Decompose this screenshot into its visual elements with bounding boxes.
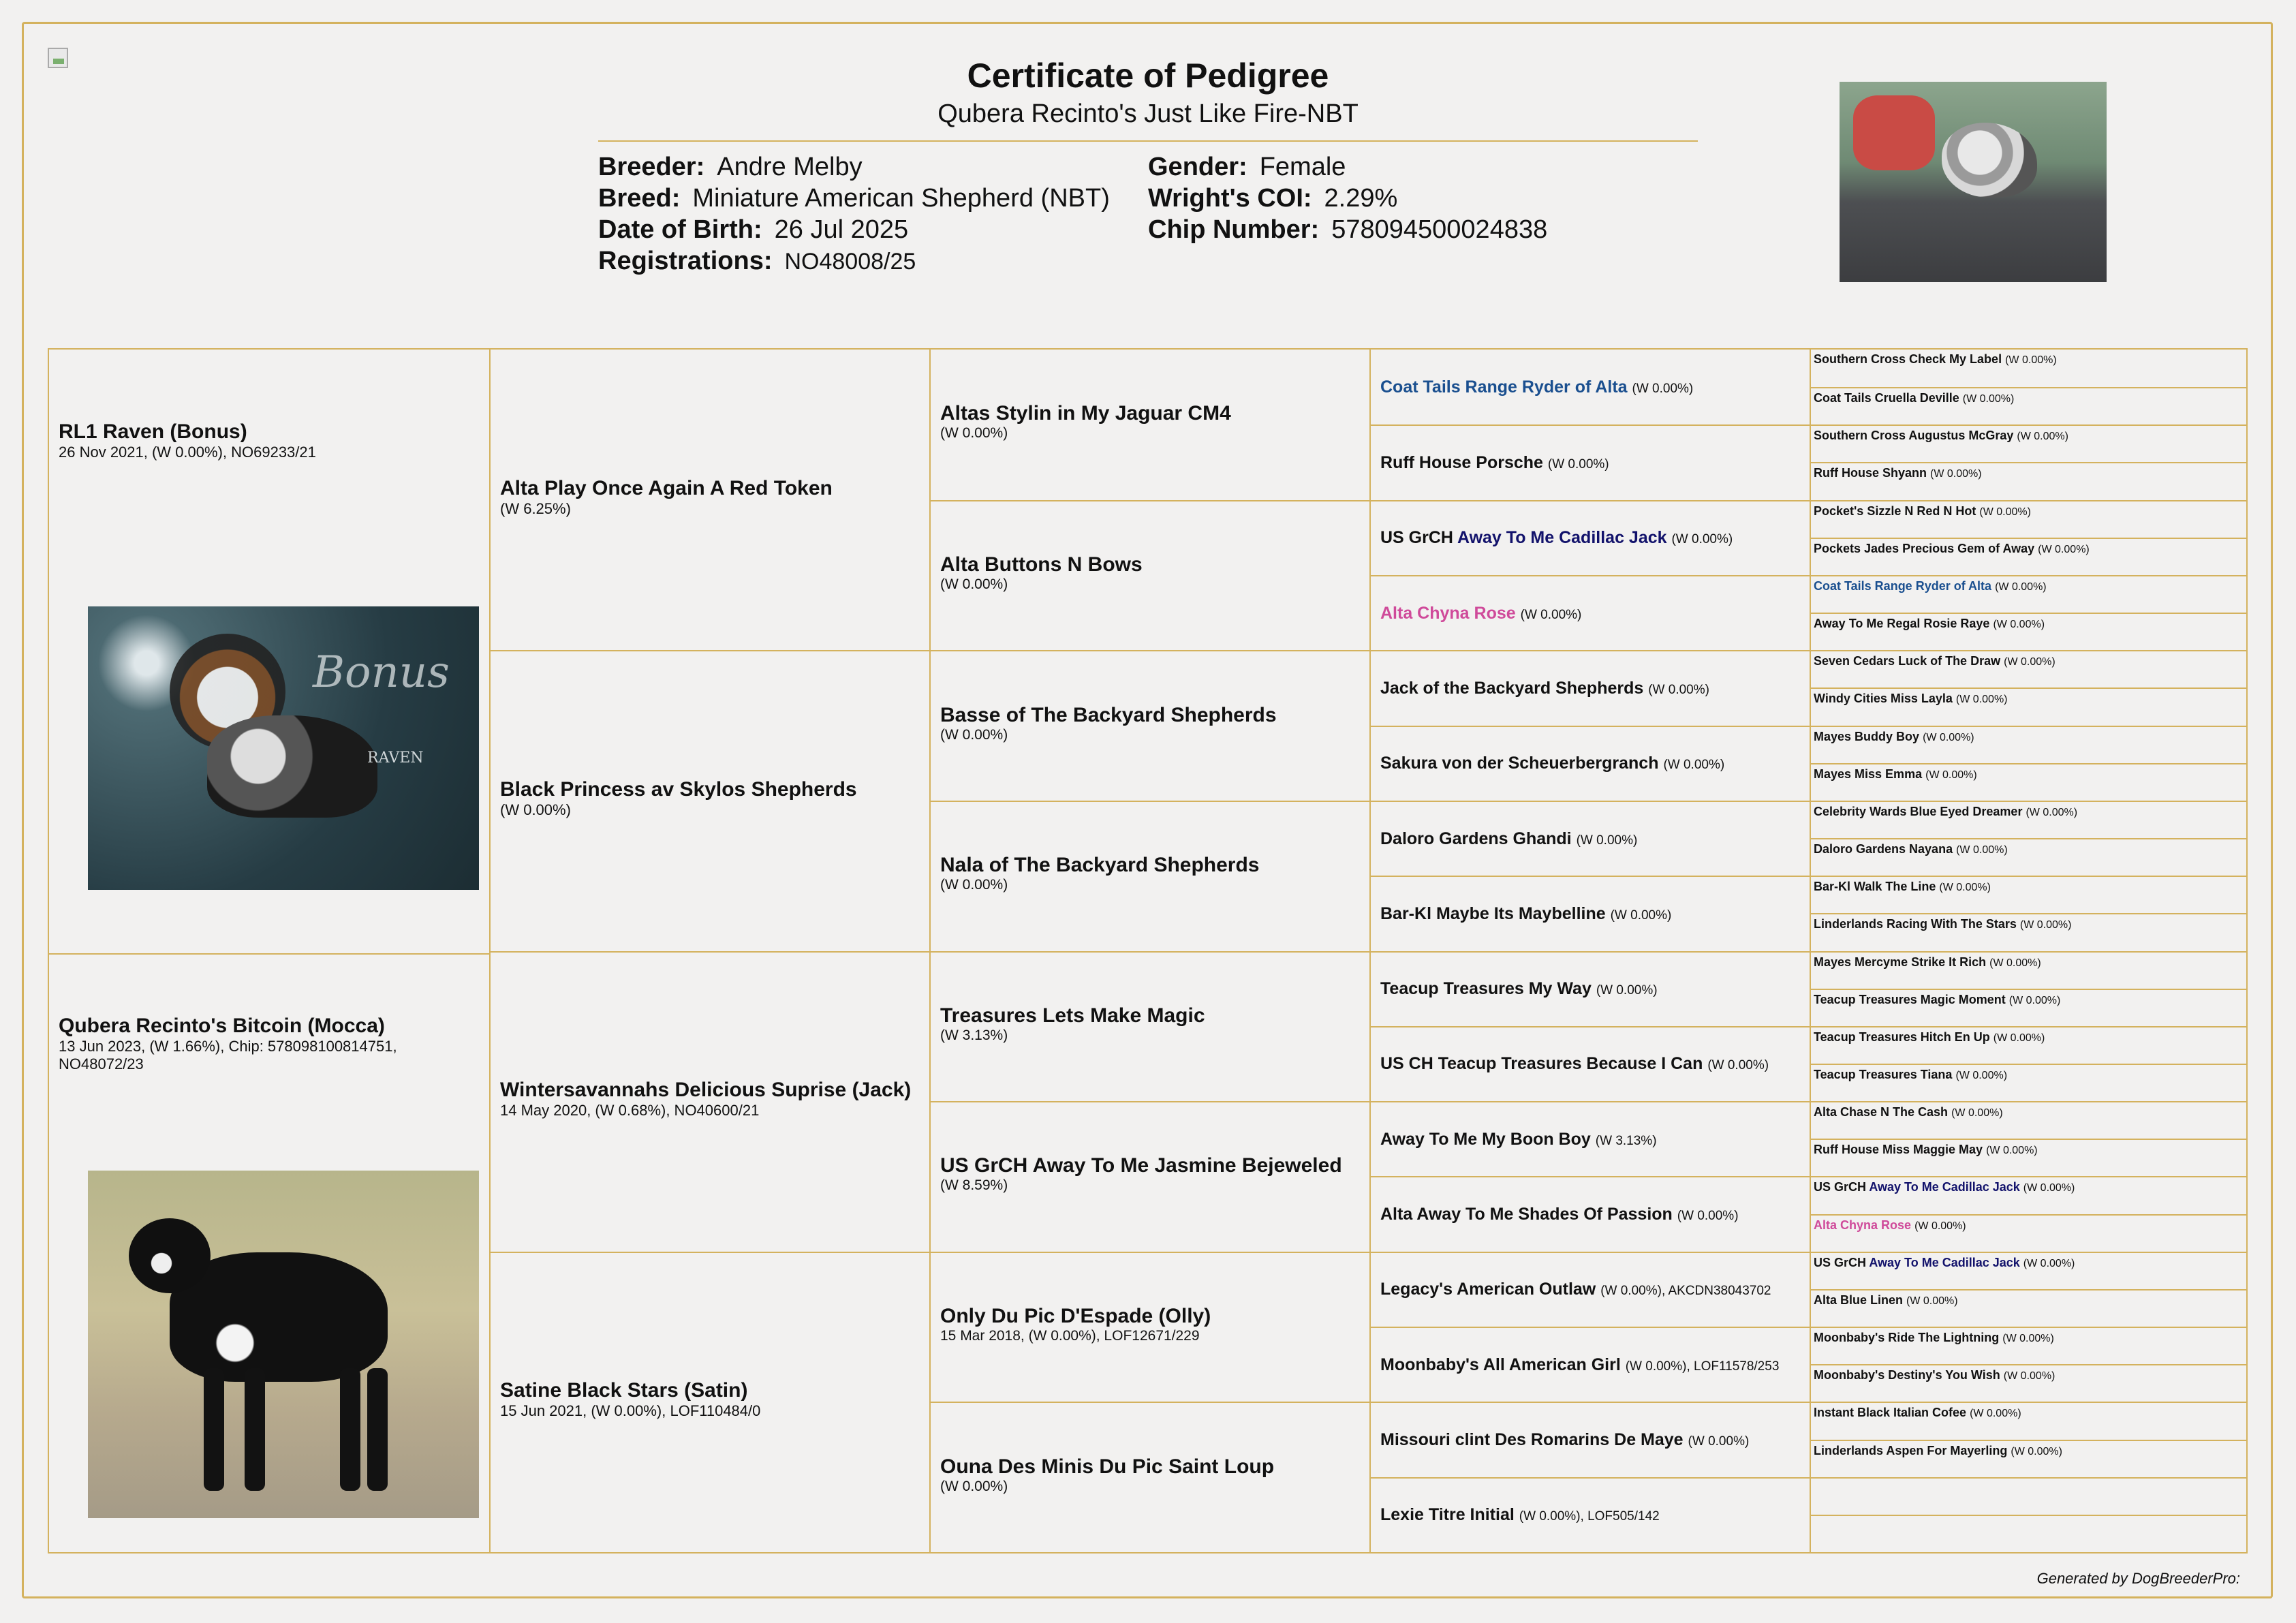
gen4-entry (1380, 1205, 1810, 1224)
gen5-entry (1814, 391, 2246, 405)
gen5-entry (1814, 1368, 2246, 1382)
gen5-cell (1811, 387, 2246, 424)
gen2-cell (491, 350, 929, 650)
dob-row: Date of Birth: 26 Jul 2025 (598, 215, 909, 244)
gen3-cell (931, 801, 1369, 951)
gen5-details: (W 0.00%) (1925, 769, 1977, 781)
gen5-cell (1811, 1026, 2246, 1064)
gen4-details: (W 3.13%) (1595, 1133, 1657, 1148)
gen4-name: Teacup Treasures Because I Can (1438, 1054, 1703, 1074)
gen5-details: (W 0.00%) (2026, 806, 2078, 818)
gen2-entry (500, 778, 929, 801)
gen2-entry (500, 1079, 929, 1102)
gen4-entry (1380, 1505, 1810, 1525)
gen4-name: Coat Tails Range Ryder of Alta (1380, 377, 1628, 397)
gen5-entry (1814, 542, 2246, 556)
gen4-cell (1371, 350, 1810, 424)
gen5-details: (W 0.00%) (1993, 1032, 2045, 1044)
gen5-cell (1811, 424, 2246, 462)
gen5-details: (W 0.00%) (2023, 1182, 2075, 1194)
gen4-name: Legacy's American Outlaw (1380, 1280, 1596, 1299)
generation-1-column (49, 350, 489, 1552)
gen5-cell (1811, 763, 2246, 801)
generation-2-column (489, 350, 929, 1552)
gen3-details: (W 3.13%) (940, 1027, 1008, 1043)
gen5-name: Away To Me Cadillac Jack (1869, 1255, 2020, 1269)
gen5-entry (1814, 1143, 2246, 1157)
gen4-entry (1380, 904, 1810, 924)
gen5-entry (1814, 429, 2246, 443)
gen5-cell (1811, 838, 2246, 876)
gen4-name: Jack of the Backyard Shepherds (1380, 678, 1644, 698)
gen5-details: (W 0.00%) (1939, 882, 1991, 894)
gen4-entry (1380, 1355, 1810, 1375)
gen4-title: US CH (1380, 1054, 1438, 1074)
gen5-cell (1811, 462, 2246, 499)
gen3-name: Basse of The Backyard Shepherds (940, 703, 1277, 726)
gen4-cell (1371, 575, 1810, 650)
gen4-name: Away To Me Cadillac Jack (1457, 528, 1667, 548)
gen4-entry (1380, 528, 1810, 548)
gen4-cell (1371, 726, 1810, 801)
gen5-details: (W 0.00%) (2005, 354, 2057, 366)
gen5-details: (W 0.00%) (2038, 543, 2090, 555)
gen5-cell (1811, 350, 2246, 387)
gen5-name: Celebrity Wards Blue Eyed Dreamer (1814, 804, 2023, 818)
gen2-entry (500, 477, 929, 500)
gen5-cell (1811, 538, 2246, 575)
gen5-details: (W 0.00%) (2004, 656, 2055, 668)
gen5-details: (W 0.00%) (1970, 1408, 2021, 1420)
gen4-cell (1371, 424, 1810, 499)
gen5-name: Linderlands Aspen For Mayerling (1814, 1443, 2008, 1457)
gen5-name: Daloro Gardens Nayana (1814, 842, 1953, 856)
gen4-cell (1371, 1026, 1810, 1101)
gen5-cell (1811, 1364, 2246, 1402)
gen4-cell (1371, 1327, 1810, 1402)
gen5-name: Alta Chase N The Cash (1814, 1105, 1949, 1119)
gen4-name: Teacup Treasures My Way (1380, 979, 1592, 999)
gen5-entry (1814, 1444, 2246, 1458)
gen5-name: Pockets Jades Precious Gem of Away (1814, 541, 2035, 555)
gen5-name: Alta Blue Linen (1814, 1293, 1904, 1307)
gen3-cell (931, 500, 1369, 651)
gen4-details: (W 0.00%) (1610, 908, 1672, 923)
gen4-entry (1380, 1430, 1810, 1450)
gen3-name: Alta Buttons N Bows (940, 553, 1143, 576)
sire-cell (49, 350, 489, 953)
breed-value: Miniature American Shepherd (NBT) (692, 184, 1110, 213)
gen2-cell (491, 1252, 929, 1552)
gen5-details: (W 0.00%) (1986, 1145, 2038, 1157)
gen5-entry (1814, 993, 2246, 1007)
gen5-name: Moonbaby's Destiny's You Wish (1814, 1368, 2000, 1382)
gen4-cell (1371, 650, 1810, 725)
generation-4-column (1369, 350, 1810, 1552)
dob-value: 26 Jul 2025 (774, 215, 909, 244)
gen5-entry (1814, 842, 2246, 856)
gen5-entry (1814, 1218, 2246, 1233)
breeder-row: Breeder: Andre Melby (598, 153, 863, 181)
gen2-cell (491, 650, 929, 950)
gen5-name: Bar-Kl Walk The Line (1814, 880, 1936, 894)
gen5-cell (1811, 913, 2246, 950)
gen2-details: (W 0.00%) (500, 801, 571, 818)
gender-row: Gender: Female (1148, 153, 1346, 181)
gen4-cell (1371, 1252, 1810, 1327)
gen3-name: US GrCH Away To Me Jasmine Bejeweled (940, 1154, 1342, 1177)
gen4-cell (1371, 951, 1810, 1026)
gen3-entry (940, 1154, 1369, 1177)
gen4-details: (W 0.00%) (1520, 607, 1582, 622)
gen3-details: 15 Mar 2018, (W 0.00%), LOF12671/229 (940, 1328, 1200, 1344)
gen5-name: Southern Cross Check My Label (1814, 352, 2002, 366)
gen4-name: Ruff House Porsche (1380, 452, 1543, 472)
gen3-details: (W 0.00%) (940, 1478, 1008, 1494)
gen3-name: Ouna Des Minis Du Pic Saint Loup (940, 1455, 1275, 1478)
gen5-cell (1811, 1252, 2246, 1289)
gen5-name: Linderlands Racing With The Stars (1814, 917, 2017, 931)
gen5-name: Teacup Treasures Tiana (1814, 1067, 1953, 1081)
gen5-cell (1811, 1402, 2246, 1439)
header-divider (598, 140, 1698, 142)
gen4-details: (W 0.00%) (1596, 983, 1658, 998)
gen5-name: Instant Black Italian Cofee (1814, 1406, 1967, 1420)
gen5-name: Windy Cities Miss Layla (1814, 692, 1953, 706)
gen5-cell (1811, 1101, 2246, 1139)
gen4-name: Lexie Titre Initial (1380, 1505, 1515, 1525)
gen5-name: Moonbaby's Ride The Lightning (1814, 1331, 2000, 1345)
gen5-entry (1814, 1068, 2246, 1082)
chip-row: Chip Number: 578094500024838 (1148, 215, 1548, 244)
gen4-details: (W 0.00%), LOF505/142 (1519, 1509, 1660, 1524)
gen4-cell (1371, 500, 1810, 575)
gen4-entry (1380, 754, 1810, 773)
gen5-name: Pocket's Sizzle N Red N Hot (1814, 504, 1976, 518)
gen4-cell (1371, 1477, 1810, 1552)
gen5-title: US GrCH (1814, 1180, 1870, 1194)
gen5-cell (1811, 575, 2246, 613)
gen4-name: Away To Me My Boon Boy (1380, 1129, 1591, 1149)
generated-by-footer: Generated by DogBreederPro: (2036, 1570, 2240, 1587)
gen5-entry (1814, 579, 2246, 593)
gen5-entry (1814, 1406, 2246, 1420)
gen3-entry (940, 1305, 1369, 1328)
breeder-value: Andre Melby (717, 153, 863, 181)
gen3-entry (940, 553, 1369, 576)
gen5-cell (1811, 1139, 2246, 1176)
gen3-name: Altas Stylin in My Jaguar CM4 (940, 402, 1231, 425)
gen5-details: (W 0.00%) (1906, 1295, 1958, 1307)
gen5-cell (1811, 1289, 2246, 1327)
gen4-entry (1380, 979, 1810, 999)
gen5-details: (W 0.00%) (2023, 1257, 2075, 1269)
gen2-details: 14 May 2020, (W 0.68%), NO40600/21 (500, 1102, 760, 1119)
gen5-entry (1814, 1256, 2246, 1270)
gen4-name: Bar-Kl Maybe Its Maybelline (1380, 903, 1606, 923)
gen5-details: (W 0.00%) (1955, 694, 2008, 706)
gen5-name: Mayes Mercyme Strike It Rich (1814, 955, 1987, 969)
gen5-details: (W 0.00%) (2002, 1333, 2054, 1345)
gen5-cell (1811, 500, 2246, 538)
gen4-details: (W 0.00%) (1688, 1434, 1750, 1449)
gen3-cell (931, 1101, 1369, 1252)
gen3-cell (931, 350, 1369, 500)
gen4-details: (W 0.00%) (1663, 758, 1725, 773)
gen4-details: (W 0.00%) (1671, 532, 1733, 547)
gen5-entry (1814, 880, 2246, 894)
gen5-name: Teacup Treasures Magic Moment (1814, 992, 2006, 1006)
gen5-name: Mayes Buddy Boy (1814, 729, 1920, 743)
dog-name-subtitle: Qubera Recinto's Just Like Fire-NBT (937, 99, 1359, 128)
gen3-entry (940, 1004, 1369, 1027)
gen5-entry (1814, 955, 2246, 970)
gen2-name: Wintersavannahs Delicious Suprise (Jack) (500, 1079, 912, 1102)
gen4-details: (W 0.00%) (1707, 1058, 1769, 1073)
gen5-name: Alta Chyna Rose (1814, 1218, 1912, 1232)
gen3-details: (W 0.00%) (940, 576, 1008, 592)
gen5-title: US GrCH (1814, 1255, 1870, 1269)
gen3-entry (940, 1455, 1369, 1479)
generation-3-column (929, 350, 1369, 1552)
gen2-name: Black Princess av Skylos Shepherds (500, 777, 857, 801)
gen5-entry (1814, 466, 2246, 480)
gen4-entry (1380, 1130, 1810, 1149)
gender-value: Female (1259, 153, 1346, 181)
gen5-entry (1814, 1331, 2246, 1345)
gen5-name: Seven Cedars Luck of The Draw (1814, 654, 2001, 668)
gen3-entry (940, 854, 1369, 877)
gen3-details: (W 0.00%) (940, 726, 1008, 743)
gen4-details: (W 0.00%) (1632, 381, 1694, 396)
gen3-details: (W 8.59%) (940, 1177, 1008, 1194)
gen3-cell (931, 1402, 1369, 1552)
dam-cell (49, 953, 489, 1552)
gen4-name: Missouri clint Des Romarins De Maye (1380, 1430, 1684, 1450)
gen3-entry (940, 704, 1369, 727)
gen5-details: (W 0.00%) (1951, 1107, 2003, 1119)
sire-name: RL1 Raven (Bonus) (59, 420, 247, 443)
gen3-entry (940, 402, 1369, 425)
chip-value: 578094500024838 (1331, 215, 1548, 244)
sire-photo-caption: RAVEN (367, 749, 424, 767)
gen5-cell (1811, 1477, 2246, 1515)
gen5-details: (W 0.00%) (2003, 1370, 2055, 1382)
gen5-cell (1811, 726, 2246, 763)
gen3-details: (W 0.00%) (940, 877, 1008, 893)
gen2-name: Satine Black Stars (Satin) (500, 1379, 748, 1402)
gen5-entry (1814, 1180, 2246, 1194)
gen5-cell (1811, 801, 2246, 838)
gen5-entry (1814, 917, 2246, 931)
gen5-details: (W 0.00%) (1923, 731, 1974, 743)
gen5-cell (1811, 1176, 2246, 1214)
info-right (1148, 151, 1547, 245)
gen5-name: Ruff House Shyann (1814, 466, 1927, 480)
gen4-name: Alta Away To Me Shades Of Passion (1380, 1205, 1673, 1224)
gen5-details: (W 0.00%) (2008, 994, 2061, 1006)
gen5-details: (W 0.00%) (1995, 581, 2047, 593)
gen5-entry (1814, 1293, 2246, 1308)
gen5-name: Coat Tails Cruella Deville (1814, 391, 1959, 405)
gen4-title: US GrCH (1380, 528, 1457, 548)
gen4-cell (1371, 1402, 1810, 1477)
pedigree-grid (48, 348, 2248, 1554)
gen4-entry (1380, 604, 1810, 623)
gen3-name: Treasures Lets Make Magic (940, 1004, 1205, 1027)
gen5-details: (W 0.00%) (1955, 1069, 2008, 1081)
dam-details: 13 Jun 2023, (W 1.66%), Chip: 578098100814751, NO48072/23 (59, 1038, 397, 1072)
gen5-entry (1814, 692, 2246, 706)
gen4-details: (W 0.00%) (1648, 682, 1709, 697)
gen4-entry (1380, 1280, 1810, 1299)
gen4-name: Alta Chyna Rose (1380, 603, 1516, 623)
gen5-details: (W 0.00%) (1989, 957, 2041, 969)
page-title: Certificate of Pedigree (967, 57, 1329, 95)
gen4-entry (1380, 1054, 1810, 1074)
gen4-entry (1380, 377, 1810, 397)
gen5-cell (1811, 650, 2246, 687)
gen5-name: Southern Cross Augustus McGray (1814, 429, 2014, 443)
gen3-cell (931, 951, 1369, 1102)
sire-photo-script: Bonus (313, 647, 450, 698)
gen5-details: (W 0.00%) (2011, 1445, 2062, 1457)
gen3-cell (931, 1252, 1369, 1402)
gen2-cell (491, 951, 929, 1252)
gen5-details: (W 0.00%) (1914, 1220, 1966, 1232)
gen5-name: Ruff House Miss Maggie May (1814, 1143, 1983, 1157)
dam-name: Qubera Recinto's Bitcoin (Mocca) (59, 1015, 385, 1037)
gen5-entry (1814, 1105, 2246, 1119)
gen2-name: Alta Play Once Again A Red Token (500, 476, 833, 499)
gen5-cell (1811, 876, 2246, 913)
gen4-name: Daloro Gardens Ghandi (1380, 829, 1572, 848)
gen3-cell (931, 650, 1369, 801)
gen4-details: (W 0.00%), LOF11578/253 (1625, 1359, 1780, 1374)
gen5-cell (1811, 1327, 2246, 1364)
gen5-name: Away To Me Cadillac Jack (1869, 1180, 2020, 1194)
gen5-details: (W 0.00%) (2017, 431, 2068, 443)
puppy-photo (1840, 82, 2107, 282)
gen3-details: (W 0.00%) (940, 425, 1008, 442)
gen2-entry (500, 1379, 929, 1402)
gen4-entry (1380, 453, 1810, 473)
gen4-name: Moonbaby's All American Girl (1380, 1355, 1621, 1374)
gen4-entry (1380, 829, 1810, 849)
gen5-cell (1811, 1515, 2246, 1552)
gen3-name: Only Du Pic D'Espade (Olly) (940, 1305, 1211, 1328)
breed-row: Breed: Miniature American Shepherd (NBT) (598, 184, 1110, 213)
gen4-details: (W 0.00%), AKCDN38043702 (1600, 1284, 1771, 1299)
gen3-name: Nala of The Backyard Shepherds (940, 854, 1260, 877)
gen4-details: (W 0.00%) (1677, 1209, 1739, 1224)
gen5-entry (1814, 1030, 2246, 1045)
gen5-entry (1814, 617, 2246, 631)
coi-value: 2.29% (1324, 184, 1398, 213)
gen5-cell (1811, 1440, 2246, 1477)
gen5-name: Coat Tails Range Ryder of Alta (1814, 578, 1992, 593)
gen5-entry (1814, 767, 2246, 782)
registrations-value: NO48008/25 (784, 249, 916, 275)
gen4-cell (1371, 1101, 1810, 1176)
gen5-cell (1811, 1214, 2246, 1252)
gen5-entry (1814, 504, 2246, 519)
gen5-entry (1814, 730, 2246, 744)
gen5-details: (W 0.00%) (1962, 393, 2015, 405)
gen5-entry (1814, 352, 2246, 367)
gen4-name: Sakura von der Scheuerbergranch (1380, 754, 1659, 773)
registrations-row: Registrations: NO48008/25 (598, 247, 916, 275)
gen5-name: Mayes Miss Emma (1814, 767, 1923, 781)
generation-5-column (1810, 350, 2246, 1552)
gen5-details: (W 0.00%) (1993, 619, 2045, 631)
gen5-details: (W 0.00%) (1930, 468, 1982, 480)
gen4-cell (1371, 1176, 1810, 1251)
gen5-entry (1814, 654, 2246, 668)
gen4-entry (1380, 679, 1810, 698)
gen5-cell (1811, 951, 2246, 989)
gen5-details: (W 0.00%) (1956, 844, 2008, 856)
gen5-name: Away To Me Regal Rosie Raye (1814, 617, 1990, 631)
gen5-name: Teacup Treasures Hitch En Up (1814, 1030, 1990, 1044)
gen2-details: (W 6.25%) (500, 499, 571, 517)
gen4-cell (1371, 876, 1810, 950)
coi-row: Wright's COI: 2.29% (1148, 184, 1398, 213)
info-left (598, 151, 1110, 277)
gen4-cell (1371, 801, 1810, 876)
gen4-details: (W 0.00%) (1547, 457, 1609, 472)
gen5-cell (1811, 1064, 2246, 1101)
gen4-details: (W 0.00%) (1576, 833, 1638, 848)
gen5-cell (1811, 687, 2246, 725)
gen5-cell (1811, 613, 2246, 650)
gen5-cell (1811, 989, 2246, 1026)
gen5-details: (W 0.00%) (1979, 506, 2031, 518)
gen5-entry (1814, 805, 2246, 819)
gen5-details: (W 0.00%) (2019, 919, 2072, 931)
sire-details: 26 Nov 2021, (W 0.00%), NO69233/21 (59, 444, 316, 461)
gen2-details: 15 Jun 2021, (W 0.00%), LOF110484/0 (500, 1402, 761, 1420)
dam-photo (88, 1171, 479, 1518)
sire-photo (88, 606, 479, 890)
